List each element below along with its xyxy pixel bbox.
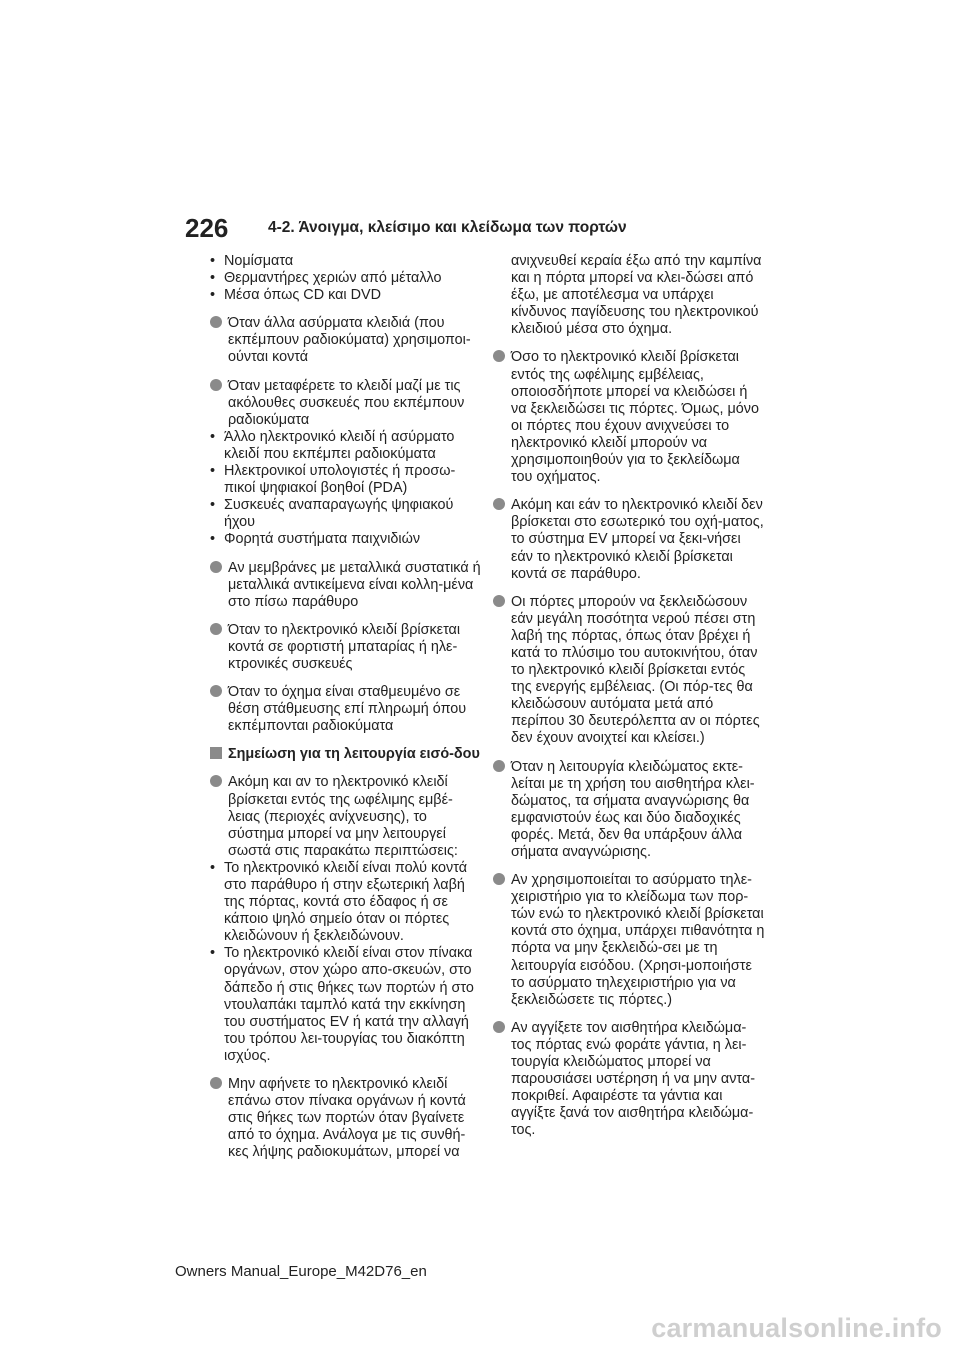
page-number: 226 <box>185 213 229 243</box>
list-item: • Το ηλεκτρονικό κλειδί είναι στον πίνακα οργάνων, στον χώρο απο-σκευών, στο δάπεδο ή στις θήκες των πορτών ή στο ντουλαπάκι ταμπλό κατά την εκκίνηση του συστήματος EV ή κατά την αλλαγή του τρόπου λει-τουργίας του διακόπτη ισχύος. <box>210 945 482 1065</box>
paragraph <box>493 872 765 1009</box>
list-item: • Συσκευές αναπαραγωγής ψηφιακού ήχου <box>210 497 482 531</box>
bullet-circle-icon <box>210 561 222 573</box>
paragraph-text: Αν μεμβράνες με μεταλλικά συστατικά ή μεταλλικά αντικείμενα είναι κολλη-μένα στο πίσω παράθυρο <box>228 559 481 610</box>
paragraph-text: Όταν το όχημα είναι σταθμευμένο σε θέση στάθμευσης επί πληρωμή όπου εκπέμπονται ραδιοκύματα <box>228 684 467 735</box>
right-column <box>493 253 765 1140</box>
paragraph-with-list <box>210 378 482 549</box>
paragraph-text: Μην αφήνετε το ηλεκτρονικό κλειδί επάνω στον πίνακα οργάνων ή κοντά στις θήκες των πορτών όταν βγαίνετε από το όχημα. Ανάλογα με τις συνθή-κες λήψης ραδιοκυμάτων, μπορεί να <box>228 1076 466 1161</box>
subsection-heading <box>210 746 482 763</box>
bullet-circle-icon <box>493 1021 505 1033</box>
list-item: • Θερμαντήρες χεριών από μέταλλο <box>210 270 482 287</box>
list-item: • Μέσα όπως CD και DVD <box>210 287 482 304</box>
list-item: • Άλλο ηλεκτρονικό κλειδί ή ασύρματο κλειδί που εκπέμπει ραδιοκύματα <box>210 429 482 463</box>
paragraph <box>210 1076 482 1161</box>
bullet-circle-icon <box>210 775 222 787</box>
intro-bullet-list <box>210 253 482 304</box>
footer-text: Owners Manual_Europe_M42D76_en <box>175 1263 427 1280</box>
bullet-circle-icon <box>493 498 505 510</box>
bullet-circle-icon <box>493 350 505 362</box>
bullet-circle-icon <box>493 595 505 607</box>
paragraph <box>210 378 482 429</box>
paragraph-text: Αν αγγίξετε τον αισθητήρα κλειδώμα-τος πόρτας ενώ φοράτε γάντια, η λει-τουργία κλειδώματος μπορεί να παρουσιάσει υστέρηση ή να μην αντα-ποκριθεί. Αφαιρέστε τα γάντια και αγγίξτε ξανά τον αισθητήρα κλειδώμα-τος. <box>511 1019 756 1139</box>
paragraph-text: Αν χρησιμοποιείται το ασύρματο τηλε-χειριστήριο για το κλείδωμα των πορ-τών ενώ το ηλεκτρονικό κλειδί βρίσκεται κοντά στο όχημα, υπάρχει πιθανότητα η πόρτα να μην ξεκλειδώ-σει με τη λειτουργία εισόδου. (Χρησι-μοποιήστε το ασύρματο τηλεχειριστήριο για να ξεκλειδώσετε τις πόρτες.) <box>511 872 765 1008</box>
paragraph-text: Όταν μεταφέρετε το κλειδί μαζί με τις ακόλουθες συσκευές που εκπέμπουν ραδιοκύματα <box>228 377 465 428</box>
bullet-circle-icon <box>493 873 505 885</box>
paragraph <box>210 315 482 366</box>
bullet-circle-icon <box>210 685 222 697</box>
paragraph-text: Όταν το ηλεκτρονικό κλειδί βρίσκεται κοντά σε φορτιστή μπαταρίας ή ηλε-κτρονικές συσκευές <box>228 621 461 672</box>
heading-text: Σημείωση για τη λειτουργία εισό-δου <box>228 746 480 763</box>
paragraph <box>210 774 482 859</box>
paragraph <box>493 759 765 862</box>
paragraph-text: Όσο το ηλεκτρονικό κλειδί βρίσκεται εντός της ωφέλιμης εμβέλειας, οποιοσδήποτε μπορεί να κλειδώσει ή να ξεκλειδώσει τις πόρτες. Όμως, μόνο οι πόρτες που έχουν ανιχνεύσει το ηλεκτρονικό κλειδί μπορούν να χρησιμοποιηθούν για το ξεκλείδωμα του οχήματος. <box>511 349 759 486</box>
paragraph-text: Όταν άλλα ασύρματα κλειδιά (που εκπέμπουν ραδιοκύματα) χρησιμοποι-ούνται κοντά <box>228 315 471 366</box>
paragraph <box>493 349 765 486</box>
paragraph-text: Όταν η λειτουργία κλειδώματος εκτε-λείται με τη χρήση του αισθητήρα κλει-δώματος, τα σήματα αναγνώρισης θα εμφανιστούν έως και δύο διαδοχικές φορές. Μετά, δεν θα υπάρξουν άλλα σήματα αναγνώρισης. <box>511 758 755 860</box>
paragraph <box>493 594 765 748</box>
list-item: • Ηλεκτρονικοί υπολογιστές ή προσω-πικοί ψηφιακοί βοηθοί (PDA) <box>210 463 482 497</box>
paragraph <box>210 622 482 673</box>
list-item: • Νομίσματα <box>210 253 482 270</box>
bullet-circle-icon <box>493 760 505 772</box>
section-title: 4-2. Άνοιγμα, κλείσιμο και κλείδωμα των πορτών <box>268 219 627 236</box>
bullet-circle-icon <box>210 1077 222 1089</box>
list-item: • Το ηλεκτρονικό κλειδί είναι πολύ κοντά στο παράθυρο ή στην εξωτερική λαβή της πόρτας, κοντά στο έδαφος ή σε κάποιο ψηλό σημείο όταν οι πόρτες κλειδώνουν ή ξεκλειδώνουν. <box>210 860 482 945</box>
paragraph-text: Οι πόρτες μπορούν να ξεκλειδώσουν εάν μεγάλη ποσότητα νερού πέσει στη λαβή της πόρτας, όπως όταν βρέχει ή κατά το πλύσιμο του αυτοκινήτου, όταν το ηλεκτρονικό κλειδί βρίσκεται εντός της ενεργής εμβέλειας. (Οι πόρ-τες θα κλειδώσουν αυτόματα μετά από περίπου 30 δευτερόλεπτα αν οι πόρτες δεν έχουν ανοιχτεί και κλείσει.) <box>511 593 760 747</box>
square-bullet-icon <box>210 747 222 759</box>
paragraph-text: Ακόμη και εάν το ηλεκτρονικό κλειδί δεν βρίσκεται στο εσωτερικό του οχή-ματος, το σύστημα EV μπορεί να ξεκι-νήσει εάν το ηλεκτρονικό κλειδί βρίσκεται κοντά σε παράθυρο. <box>511 497 764 582</box>
paragraph <box>493 497 765 582</box>
paragraph-continuation: ανιχνευθεί κεραία έξω από την καμπίνα και η πόρτα μπορεί να κλει-δώσει από έξω, με αποτέλεσμα να υπάρχει κίνδυνος παγίδευσης του ηλεκτρονικού κλειδιού μέσα στο όχημα. <box>511 253 762 338</box>
bullet-circle-icon <box>210 623 222 635</box>
paragraph <box>210 560 482 611</box>
paragraph <box>493 1020 765 1140</box>
left-column <box>210 253 482 1162</box>
watermark[interactable]: carmanualsonline.info <box>651 1313 942 1343</box>
bullet-circle-icon <box>210 316 222 328</box>
paragraph-with-list <box>210 774 482 1065</box>
paragraph <box>210 684 482 735</box>
bullet-circle-icon <box>210 379 222 391</box>
list-item: • Φορητά συστήματα παιχνιδιών <box>210 531 482 548</box>
paragraph-text: Ακόμη και αν το ηλεκτρονικό κλειδί βρίσκεται εντός της ωφέλιμης εμβέ-λειας (περιοχές ανίχνευσης), το σύστημα μπορεί να μην λειτουργεί σωστά στις παρακάτω περιπτώσεις: <box>228 774 458 859</box>
